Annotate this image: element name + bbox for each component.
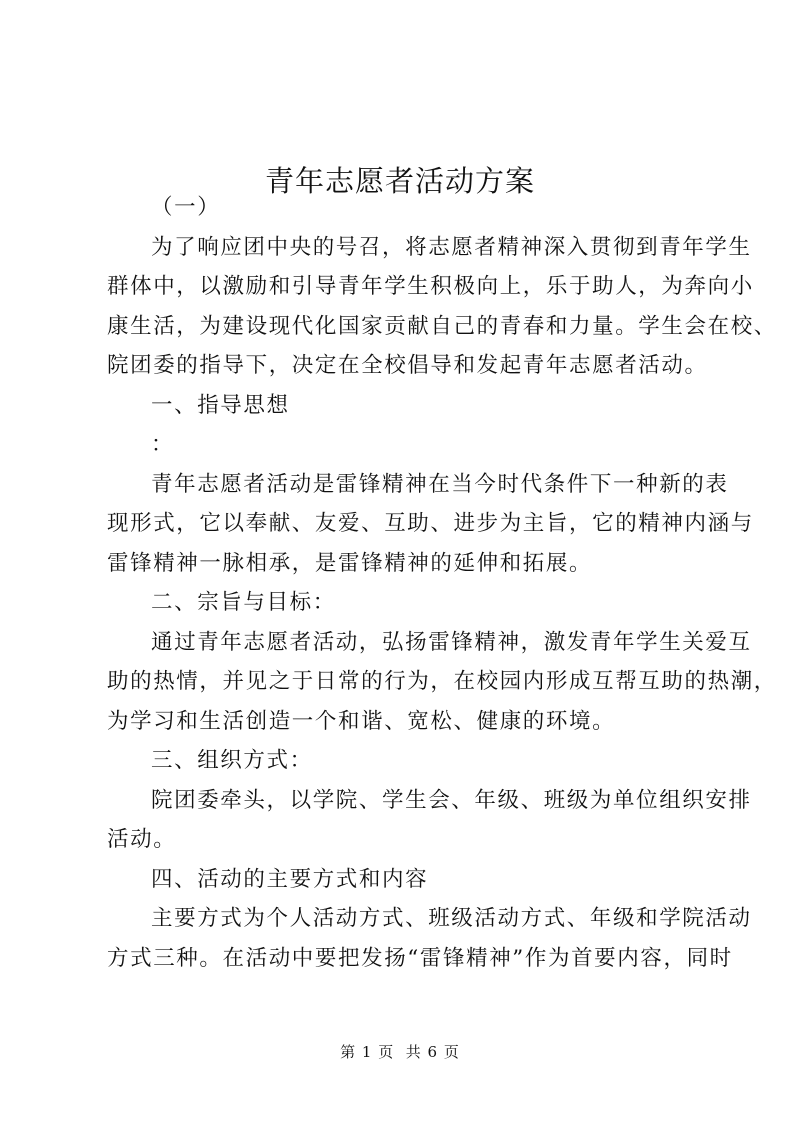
text-line: 康生活，为建设现代化国家贡献自己的青春和力量。学生会在校、	[107, 313, 777, 339]
text-line: ：	[151, 432, 175, 457]
text-line: 助的热情，并见之于日常的行为，在校园内形成互帮互助的热潮，	[107, 669, 777, 694]
text-line: 一、指导思想	[151, 392, 290, 418]
text-line: 院团委的指导下，决定在全校倡导和发起青年志愿者活动。	[107, 353, 708, 378]
text-line: 为了响应团中央的号召，将志愿者精神深入贯彻到青年学生	[151, 234, 752, 260]
text-line: 三、组织方式：	[151, 748, 313, 773]
document-title: 青年志愿者活动方案	[264, 164, 535, 199]
text-line: 方式三种。在活动中要把发扬“雷锋精神”作为首要内容，同时	[107, 945, 733, 971]
text-line: 主要方式为个人活动方式、班级活动方式、年级和学院活动	[151, 906, 752, 931]
text-line: 活动。	[107, 827, 177, 852]
text-line: 雷锋精神一脉相承，是雷锋精神的延伸和拓展。	[107, 550, 593, 576]
document-body	[107, 188, 777, 978]
text-line: 现形式，它以奉献、友爱、互助、进步为主旨，它的精神内涵与	[107, 511, 754, 536]
text-line: 青年志愿者活动是雷锋精神在当今时代条件下一种新的表	[151, 471, 729, 497]
text-line: 二、宗旨与目标：	[151, 590, 336, 615]
text-line: 群体中，以激励和引导青年学生积极向上，乐于助人，为奔向小	[107, 274, 754, 299]
text-line: 院团委牵头，以学院、学生会、年级、班级为单位组织安排	[151, 787, 752, 813]
page-footer: 第 1 页 共 6 页	[340, 1043, 460, 1061]
text-line: 通过青年志愿者活动，弘扬雷锋精神，激发青年学生关爱互	[151, 629, 752, 655]
text-line: 为学习和生活创造一个和谐、宽松、健康的环境。	[107, 708, 616, 734]
text-line: 四、活动的主要方式和内容	[151, 866, 429, 892]
text-line: （一）	[151, 195, 221, 220]
